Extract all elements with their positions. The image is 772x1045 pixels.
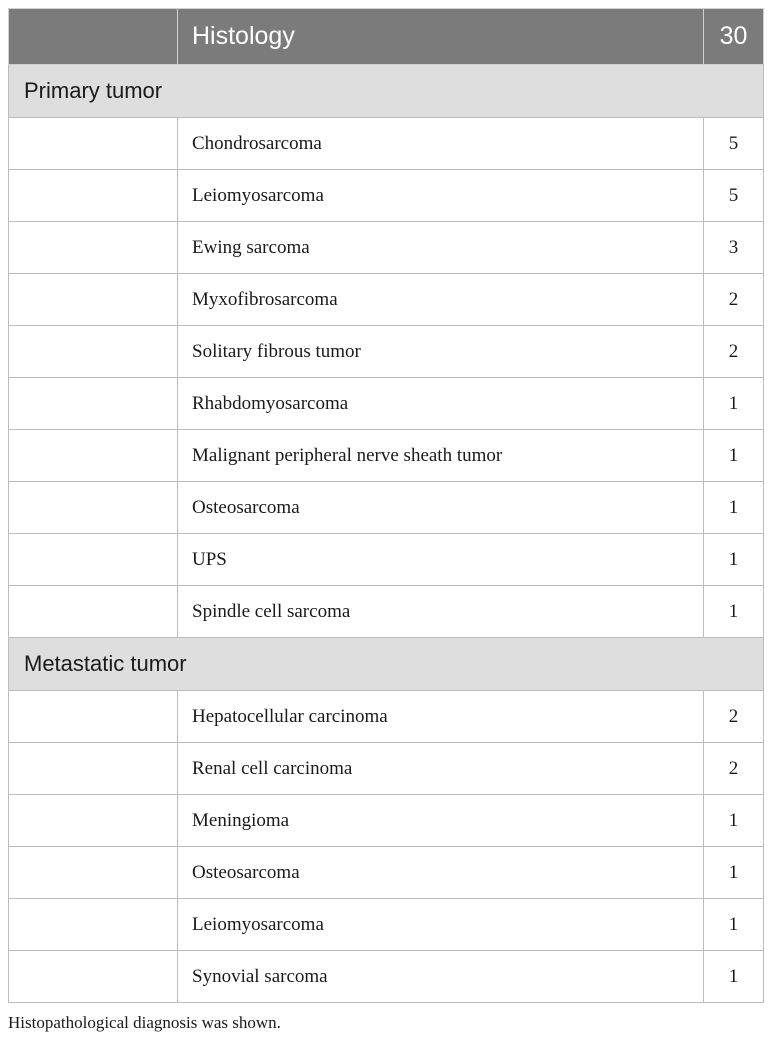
blank-cell bbox=[9, 118, 178, 170]
count: 5 bbox=[704, 118, 764, 170]
table-row bbox=[9, 118, 764, 170]
blank-cell bbox=[9, 326, 178, 378]
blank-cell bbox=[9, 586, 178, 638]
blank-cell bbox=[9, 847, 178, 899]
histology-name: Rhabdomyosarcoma bbox=[178, 378, 704, 430]
count: 2 bbox=[704, 274, 764, 326]
table-row bbox=[9, 170, 764, 222]
histology-table-container bbox=[8, 8, 764, 1003]
table-row bbox=[9, 847, 764, 899]
blank-cell bbox=[9, 274, 178, 326]
table-row bbox=[9, 222, 764, 274]
blank-cell bbox=[9, 170, 178, 222]
blank-cell bbox=[9, 899, 178, 951]
histology-name: Synovial sarcoma bbox=[178, 951, 704, 1003]
blank-cell bbox=[9, 691, 178, 743]
histology-name: Solitary fibrous tumor bbox=[178, 326, 704, 378]
section-row-primary bbox=[9, 65, 764, 118]
histology-name: Spindle cell sarcoma bbox=[178, 586, 704, 638]
histology-name: Leiomyosarcoma bbox=[178, 899, 704, 951]
header-histology: Histology bbox=[178, 9, 704, 65]
table-caption: Histopathological diagnosis was shown. bbox=[8, 1013, 281, 1032]
count: 2 bbox=[704, 326, 764, 378]
blank-cell bbox=[9, 430, 178, 482]
table-row bbox=[9, 430, 764, 482]
table-row bbox=[9, 482, 764, 534]
count: 1 bbox=[704, 899, 764, 951]
table-row bbox=[9, 743, 764, 795]
count: 1 bbox=[704, 482, 764, 534]
header-blank-cell bbox=[9, 9, 178, 65]
table-row bbox=[9, 274, 764, 326]
count: 1 bbox=[704, 534, 764, 586]
table-row bbox=[9, 586, 764, 638]
blank-cell bbox=[9, 222, 178, 274]
count: 5 bbox=[704, 170, 764, 222]
table-row bbox=[9, 795, 764, 847]
histology-name: Hepatocellular carcinoma bbox=[178, 691, 704, 743]
section-title: Metastatic tumor bbox=[9, 638, 764, 691]
histology-name: Myxofibrosarcoma bbox=[178, 274, 704, 326]
count: 1 bbox=[704, 951, 764, 1003]
table-row bbox=[9, 951, 764, 1003]
histology-name: UPS bbox=[178, 534, 704, 586]
histology-name: Osteosarcoma bbox=[178, 847, 704, 899]
histology-name: Chondrosarcoma bbox=[178, 118, 704, 170]
table-row bbox=[9, 899, 764, 951]
table-row bbox=[9, 691, 764, 743]
histology-table bbox=[8, 8, 764, 1003]
histology-name: Renal cell carcinoma bbox=[178, 743, 704, 795]
section-row-metastatic bbox=[9, 638, 764, 691]
table-row bbox=[9, 326, 764, 378]
count: 1 bbox=[704, 847, 764, 899]
histology-name: Malignant peripheral nerve sheath tumor bbox=[178, 430, 704, 482]
count: 1 bbox=[704, 378, 764, 430]
table-row bbox=[9, 534, 764, 586]
histology-name: Leiomyosarcoma bbox=[178, 170, 704, 222]
histology-name: Meningioma bbox=[178, 795, 704, 847]
blank-cell bbox=[9, 482, 178, 534]
blank-cell bbox=[9, 534, 178, 586]
count: 2 bbox=[704, 743, 764, 795]
blank-cell bbox=[9, 951, 178, 1003]
count: 3 bbox=[704, 222, 764, 274]
table-header-row bbox=[9, 9, 764, 65]
blank-cell bbox=[9, 743, 178, 795]
section-title: Primary tumor bbox=[9, 65, 764, 118]
histology-name: Ewing sarcoma bbox=[178, 222, 704, 274]
header-total: 30 bbox=[704, 9, 764, 65]
count: 1 bbox=[704, 586, 764, 638]
histology-name: Osteosarcoma bbox=[178, 482, 704, 534]
count: 2 bbox=[704, 691, 764, 743]
count: 1 bbox=[704, 795, 764, 847]
table-row bbox=[9, 378, 764, 430]
blank-cell bbox=[9, 378, 178, 430]
count: 1 bbox=[704, 430, 764, 482]
blank-cell bbox=[9, 795, 178, 847]
